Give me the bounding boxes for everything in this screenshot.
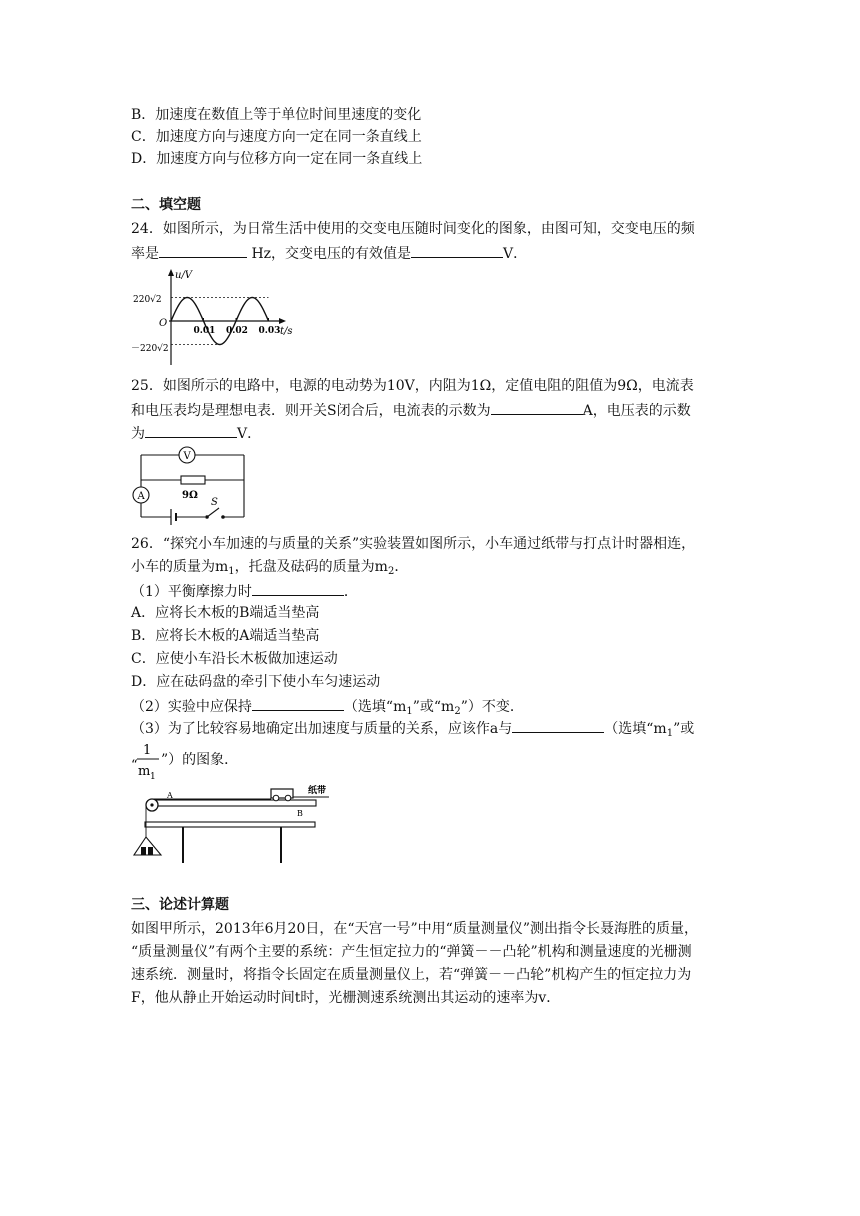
q25-text-d: V． [237,426,262,442]
weight-1 [141,847,146,855]
ac-voltage-chart [131,266,296,368]
q23-option-c: C．加速度方向与速度方向一定在同一条直线上 [131,129,422,145]
q26-part-3-sub: 1 [666,728,674,739]
q26-part-1 [131,581,358,601]
weight-tray [134,837,161,855]
q24-text-c: V． [503,246,528,262]
q26-part-3-text-c: ”或 [673,721,695,737]
q24-line-2 [131,243,527,263]
q26-line-1: 26．“探究小车加速的与质量的关系”实验装置如图所示，小车通过纸带与打点计时器相连， [131,536,696,552]
q26-part-2-text-c: ”或“m [412,699,455,715]
cart-wheel-rear [285,795,291,801]
section-2-title: 二、填空题 [131,197,201,213]
q26-part-1-text: （1）平衡摩擦力时 [131,584,252,600]
q24-blank-effective-voltage[interactable] [411,243,503,258]
circuit-diagram [131,445,249,525]
q26-part-3 [131,718,694,743]
q26-part-2-text-b: （选填“m [343,699,407,715]
q26-option-d: D．应在砝码盘的牵引下使小车匀速运动 [131,674,381,690]
q24-text-b: Hz，交变电压的有效值是 [247,246,412,262]
calc-line-3: 速系统．测量时，将指令长固定在质量测量仪上，若“弹簧－－凸轮”机构产生的恒定拉力为 [131,967,692,983]
resistor-label: 9Ω [182,490,198,501]
origin-label: O [159,318,168,329]
x-tick-label-2: 0.02 [226,326,248,336]
board-end-a-label: A [167,791,173,800]
fraction-one-over-m1 [131,739,161,781]
calc-line-4: F，他从静止开始运动时间t时，光栅测速系统测出其运动的速率为v． [131,990,561,1006]
q26-part-3-close: ”）的图象． [161,752,239,768]
fraction-denominator: m [138,764,151,779]
q26-option-b: B．应将长木板的A端适当垫高 [131,628,320,644]
fraction-open-quote: “ [131,758,138,773]
q26-blank-1[interactable] [252,581,344,596]
y-axis-label: u/V [175,270,193,281]
resistor-symbol [181,476,205,484]
q26-sub-2: 2 [387,566,395,577]
q24-text-a: 率是 [131,246,159,262]
q26-part-2-text-a: （2）实验中应保持 [131,699,252,715]
weight-2 [148,847,153,855]
q26-blank-3[interactable] [512,718,604,733]
fraction-numerator: 1 [143,743,152,758]
fraction-denominator-sub: 1 [150,772,156,781]
q25-line-2 [131,400,691,420]
q26-part-3-text-a: （3）为了比较容易地确定出加速度与质量的关系，应该作a与 [131,721,513,737]
q24-line-1: 24．如图所示，为日常生活中使用的交变电压随时间变化的图象，由图可知，交变电压的频 [131,221,695,237]
q26-part-2-sub-2: 2 [454,706,461,717]
q26-option-a: A．应将长木板的B端适当垫高 [131,605,320,621]
switch-blade [207,508,219,517]
voltmeter-label: V [183,451,191,462]
q25-text-b: A，电压表的示数 [582,403,691,419]
q25-blank-voltage[interactable] [145,423,237,438]
calc-line-2: “质量测量仪”有两个主要的系统：产生恒定拉力的“弹簧－－凸轮”机构和测量速度的光栅测 [131,944,692,960]
pulley-axle [150,803,153,806]
paper-tape-label: 纸带 [308,786,327,796]
ammeter-label: A [137,491,145,502]
table-top [145,822,315,827]
q25-line-3 [131,423,261,443]
y-tick-negative: －220√2 [131,344,169,354]
q26-text-a: 小车的质量为m [131,559,229,575]
x-axis-label: t/s [280,326,293,337]
y-axis-arrow [168,269,174,276]
q26-text-c: ． [394,559,409,575]
cart-experiment-apparatus [131,785,331,865]
q26-part-3-text-b: （选填“m [604,721,667,737]
q26-line-2 [131,558,408,581]
q26-part-2-sub-1: 1 [406,706,413,717]
q25-text-a: 和电压表均是理想电表．则开关S闭合后，电流表的示数为 [131,403,491,419]
q25-blank-current[interactable] [491,400,583,415]
calc-line-1: 如图甲所示，2013年6月20日，在“天宫一号”中用“质量测量仪”测出指令长聂海胜的质量， [131,921,698,937]
long-board [151,800,316,806]
q25-text-c: 为 [131,426,145,442]
q23-option-d: D．加速度方向与位移方向一定在同一条直线上 [131,151,423,167]
board-end-b-label: B [297,809,303,818]
section-3-title: 三、论述计算题 [131,897,229,913]
q26-part-2-text-d: ”）不变． [460,699,524,715]
q26-option-c: C．应使小车沿长木板做加速运动 [131,651,338,667]
x-tick-label-3: 0.03 [258,326,281,336]
q26-text-b: ，托盘及砝码的质量为m [234,559,388,575]
q25-line-1: 25．如图所示的电路中，电源的电动势为10V，内阻为1Ω，定值电阻的阻值为9Ω，电流表 [131,378,694,394]
switch-label: S [211,497,218,508]
q24-blank-frequency[interactable] [159,243,247,258]
x-axis-arrow [279,318,286,324]
q23-option-b: B．加速度在数值上等于单位时间里速度的变化 [131,107,422,123]
y-tick-positive: 220√2 [133,295,162,305]
cart-wheel-front [273,795,279,801]
q26-part-1-end: ． [343,584,358,600]
q26-sub-1: 1 [228,566,235,577]
x-tick-label-1: 0.01 [193,326,216,336]
q26-blank-2[interactable] [252,696,344,711]
